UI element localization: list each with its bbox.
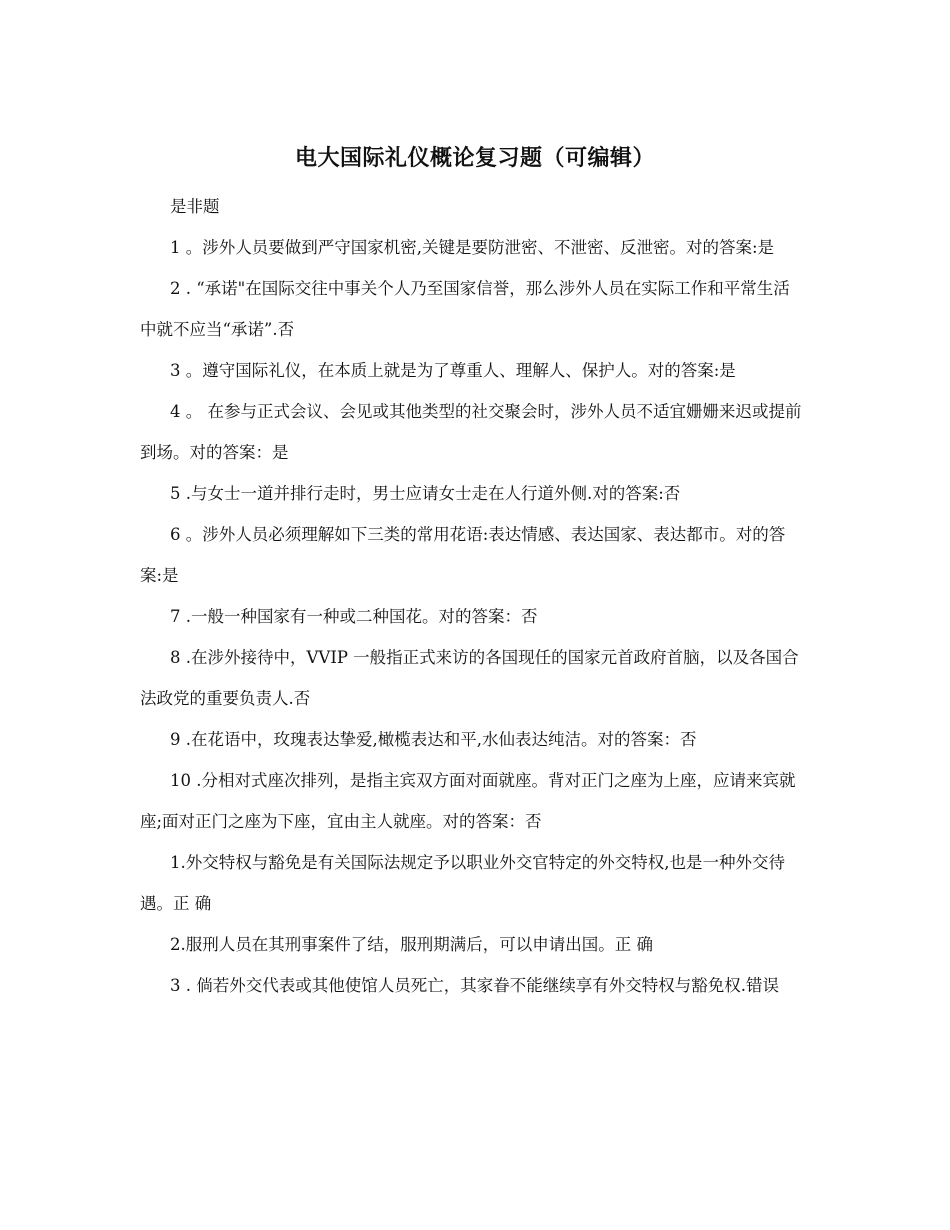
question-item: 5 .与女士一道并排行走时，男士应请女士走在人行道外侧.对的答案:否 [170,484,681,503]
section-heading: 是非题 [170,197,220,216]
question-item: 2.服刑人员在其刑事案件了结，服刑期满后，可以申请出国。正 确 [170,935,653,954]
question-item: 3 。遵守国际礼仪，在本质上就是为了尊重人、理解人、保护人。对的答案:是 [170,361,736,380]
question-item: 4 。 在参与正式会议、会见或其他类型的社交聚会时，涉外人员不适宜姗姗来迟或提前到场。对的答案：是 [140,402,802,462]
question-item: 2 . “承诺"在国际交往中事关个人乃至国家信誉，那么涉外人员在实际工作和平常生活中就不应当“承诺”.否 [140,279,790,339]
question-item: 10 .分相对式座次排列，是指主宾双方面对面就座。背对正门之座为上座，应请来宾就座;面对正门之座为下座，宜由主人就座。对的答案：否 [140,771,796,831]
question-item: 7 .一般一种国家有一种或二种国花。对的答案：否 [170,607,538,626]
question-item: 1 。涉外人员要做到严守国家机密,关键是要防泄密、不泄密、反泄密。对的答案:是 [170,238,775,257]
question-item: 9 .在花语中，玫瑰表达挚爱,橄榄表达和平,水仙表达纯洁。对的答案：否 [170,730,697,749]
document-title: 电大国际礼仪概论复习题（可编辑） [294,145,655,171]
document-body [140,186,805,1006]
question-item: 1.外交特权与豁免是有关国际法规定予以职业外交官特定的外交特权,也是一种外交待遇。正 确 [140,853,785,913]
question-item: 8 .在涉外接待中，VVIP 一般指正式来访的各国现任的国家元首政府首脑，以及各国合法政党的重要负责人.否 [140,648,799,708]
question-item: 6 。涉外人员必须理解如下三类的常用花语:表达情感、表达国家、表达都市。对的答案:是 [140,525,786,585]
question-item: 3 . 倘若外交代表或其他使馆人员死亡，其家眷不能继续享有外交特权与豁免权.错误 [170,976,779,995]
